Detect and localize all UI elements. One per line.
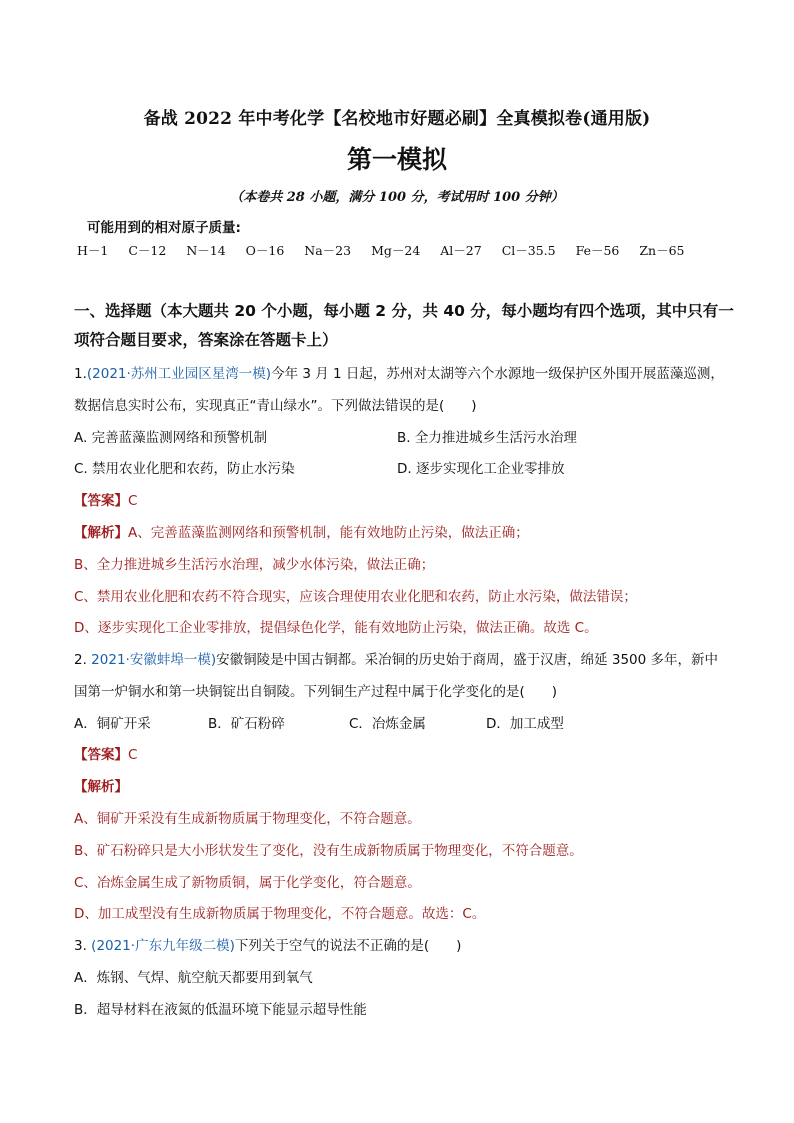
atomic-mass-item: Fe－56 xyxy=(575,243,620,258)
q2-analysis-line2: B、矿石粉碎只是大小形状发生了变化，没有生成新物质属于物理变化，不符合题意。 xyxy=(74,843,583,859)
q3-number: 3. xyxy=(74,938,92,954)
q1-analysis-line2: B、全力推进城乡生活污水治理，减少水体污染，做法正确； xyxy=(74,557,435,573)
atomic-mass-item: Al－27 xyxy=(440,243,482,258)
q1-option-c: C. 禁用农业化肥和农药，防止水污染 xyxy=(74,461,295,477)
atomic-mass-list xyxy=(77,241,701,259)
q2-analysis-line4: D、加工成型没有生成新物质属于物理变化，不符合题意。故选：C。 xyxy=(74,906,486,922)
q1-answer-value: C xyxy=(128,493,138,509)
q3-stem-line1 xyxy=(74,936,461,956)
q2-source: 2021·安徽蚌埠一模) xyxy=(91,652,217,668)
q2-answer xyxy=(74,745,137,765)
q1-answer xyxy=(74,491,137,511)
q2-answer-tag: 【答案】 xyxy=(74,747,128,763)
q2-stem-line2: 国第一炉铜水和第一块铜锭出自铜陵。下列铜生产过程中属于化学变化的是( ) xyxy=(74,684,558,700)
q1-number: 1. xyxy=(74,366,87,382)
q1-analysis-tag: 【解析】 xyxy=(74,525,128,541)
q2-option-b: B．矿石粉碎 xyxy=(208,716,285,732)
q2-analysis-line3: C、冶炼金属生成了新物质铜，属于化学变化，符合题意。 xyxy=(74,875,421,891)
q2-analysis-line1: A、铜矿开采没有生成新物质属于物理变化，不符合题意。 xyxy=(74,811,421,827)
q3-source: (2021·广东九年级二模) xyxy=(91,938,235,954)
q1-stem-line2: 数据信息实时公布，实现真正“青山绿水”。下列做法错误的是( ) xyxy=(74,398,477,414)
section-heading: 一、选择题（本大题共 20 个小题，每小题 2 分，共 40 分，每小题均有四个选项，其中只有一项符合题目要求，答案涂在答题卡上） xyxy=(74,302,734,349)
atomic-mass-item: Na－23 xyxy=(304,243,352,258)
atomic-mass-item: N－14 xyxy=(186,243,226,258)
q1-answer-tag: 【答案】 xyxy=(74,493,128,509)
q1-analysis-text: A、完善蓝藻监测网络和预警机制，能有效地防止污染，做法正确； xyxy=(128,525,529,541)
q2-analysis-tag: 【解析】 xyxy=(74,779,128,795)
q2-option-a: A．铜矿开采 xyxy=(74,716,151,732)
exam-title: 备战 2022 年中考化学【名校地市好题必刷】全真模拟卷(通用版) xyxy=(143,109,651,129)
atomic-mass-label: 可能用到的相对原子质量: xyxy=(87,220,241,236)
atomic-mass-item: H－1 xyxy=(77,243,109,258)
exam-note: （本卷共 28 小题，满分 100 分，考试用时 100 分钟） xyxy=(230,190,564,205)
q2-option-d: D．加工成型 xyxy=(486,716,564,732)
q1-analysis-line3: C、禁用农业化肥和农药不符合现实，应该合理使用农业化肥和农药，防止水污染，做法错误； xyxy=(74,589,637,605)
q1-option-a: A. 完善蓝藻监测网络和预警机制 xyxy=(74,430,268,446)
q3-stem-text: 下列关于空气的说法不正确的是( ) xyxy=(234,938,462,954)
atomic-mass-item: C－12 xyxy=(128,243,167,258)
q2-stem-text: 安徽铜陵是中国古铜都。采冶铜的历史始于商周，盛于汉唐，绵延 3500 多年，新中 xyxy=(216,652,719,668)
q2-answer-value: C xyxy=(128,747,138,763)
q2-number: 2. xyxy=(74,652,92,668)
q1-source: (2021·苏州工业园区星湾一模) xyxy=(86,366,272,382)
q1-stem-text: 今年 3 月 1 日起，苏州对太湖等六个水源地一级保护区外围开展蓝藻巡测， xyxy=(271,366,724,382)
q2-option-c: C．冶炼金属 xyxy=(349,716,426,732)
q1-stem-line1 xyxy=(74,364,724,384)
q3-option-b: B．超导材料在液氮的低温环境下能显示超导性能 xyxy=(74,1002,367,1018)
q1-option-d: D. 逐步实现化工企业零排放 xyxy=(397,461,565,477)
q3-option-a: A．炼钢、气焊、航空航天都要用到氧气 xyxy=(74,970,313,986)
atomic-mass-item: Zn－65 xyxy=(639,243,685,258)
q2-stem-line1 xyxy=(74,650,718,670)
q1-option-b: B. 全力推进城乡生活污水治理 xyxy=(397,430,577,446)
atomic-mass-item: O－16 xyxy=(245,243,285,258)
atomic-mass-item: Mg－24 xyxy=(371,243,421,258)
exam-subtitle: 第一模拟 xyxy=(346,145,447,174)
q1-analysis-line4: D、逐步实现化工企业零排放，提倡绿色化学，能有效地防止污染，做法正确。故选 C。 xyxy=(74,620,598,636)
atomic-mass-item: Cl－35.5 xyxy=(501,243,556,258)
q1-analysis-line1 xyxy=(74,523,529,543)
